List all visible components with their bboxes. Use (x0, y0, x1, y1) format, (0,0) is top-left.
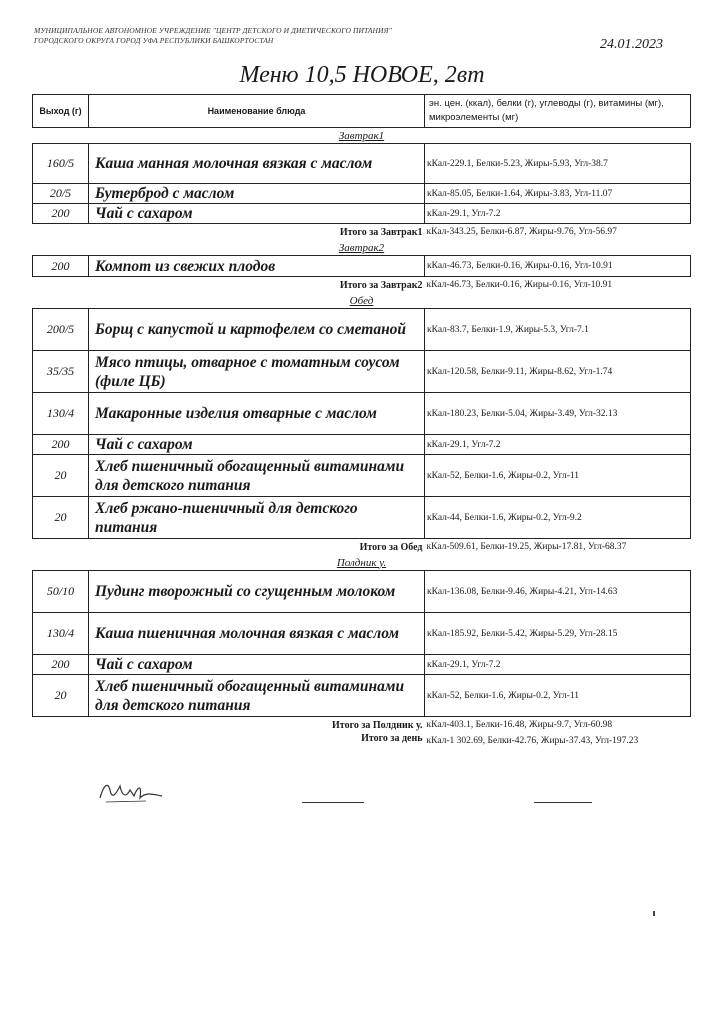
meal-total-value: кКал-403.1, Белки-16.48, Жиры-9.7, Угл-60.98 (426, 720, 613, 730)
menu-item-row (33, 204, 691, 224)
meal-name: Обед (349, 294, 374, 307)
item-output: 200 (33, 204, 89, 224)
item-output: 35/35 (33, 351, 89, 393)
item-dish-name: Макаронные изделия отварные с маслом (89, 393, 425, 435)
meal-total-label: Итого за Полдник у. (332, 719, 423, 731)
scan-mark (653, 911, 655, 916)
menu-item-row (33, 351, 691, 393)
meal-header-row (33, 293, 691, 309)
item-dish-name: Чай с сахаром (89, 435, 425, 455)
meal-total-label: Итого за Обед (359, 541, 423, 553)
meal-total-value: кКал-509.61, Белки-19.25, Жиры-17.81, Угл-68.37 (426, 542, 627, 552)
item-output: 20 (33, 455, 89, 497)
meal-name: Завтрак2 (338, 241, 385, 254)
menu-table (32, 94, 691, 749)
menu-item-row (33, 256, 691, 277)
item-nutrition: кКал-185.92, Белки-5.42, Жиры-5.29, Угл-28.15 (425, 613, 691, 655)
signature (96, 776, 166, 808)
item-nutrition: кКал-29.1, Угл-7.2 (425, 435, 691, 455)
menu-item-row (33, 613, 691, 655)
meal-name: Полдник у. (336, 556, 387, 569)
item-nutrition: кКал-85.05, Белки-1.64, Жиры-3.83, Угл-11.07 (425, 184, 691, 204)
item-output: 200 (33, 256, 89, 277)
meal-total-label: Итого за Завтрак1 (339, 226, 423, 238)
item-nutrition: кКал-46.73, Белки-0.16, Жиры-0.16, Угл-10.91 (425, 256, 691, 277)
meal-total-value: кКал-343.25, Белки-6.87, Жиры-9.76, Угл-56.97 (426, 227, 617, 237)
item-nutrition: кКал-229.1, Белки-5.23, Жиры-5.93, Угл-38.7 (425, 144, 691, 184)
menu-body (33, 128, 691, 750)
item-output: 20 (33, 497, 89, 539)
item-output: 200/5 (33, 309, 89, 351)
day-total-label: Итого за день (361, 733, 423, 744)
item-nutrition: кКал-29.1, Угл-7.2 (425, 204, 691, 224)
item-nutrition: кКал-136.08, Белки-9.46, Жиры-4.21, Угл-14.63 (425, 571, 691, 613)
menu-item-row (33, 184, 691, 204)
meal-header-row (33, 555, 691, 571)
item-nutrition: кКал-52, Белки-1.6, Жиры-0.2, Угл-11 (425, 455, 691, 497)
item-dish-name: Чай с сахаром (89, 655, 425, 675)
item-dish-name: Чай с сахаром (89, 204, 425, 224)
meal-total-label: Итого за Завтрак2 (339, 279, 423, 291)
item-nutrition: кКал-52, Белки-1.6, Жиры-0.2, Угл-11 (425, 675, 691, 717)
menu-item-row (33, 144, 691, 184)
item-nutrition: кКал-120.58, Белки-9.11, Жиры-8.62, Угл-1.74 (425, 351, 691, 393)
organization-name: МУНИЦИПАЛЬНОЕ АВТОНОМНОЕ УЧРЕЖДЕНИЕ "ЦЕНТР ДЕТСКОГО И ДИЕТИЧЕСКОГО ПИТАНИЯ" ГОРОДСКОГО ОКРУГА ГОРОД УФА РЕСПУБЛИКИ БАШКОРТОСТАН (34, 26, 392, 45)
menu-item-row (33, 571, 691, 613)
menu-item-row (33, 309, 691, 351)
item-output: 130/4 (33, 613, 89, 655)
item-nutrition: кКал-29.1, Угл-7.2 (425, 655, 691, 675)
menu-item-row (33, 455, 691, 497)
meal-total-row (33, 277, 691, 294)
item-dish-name: Каша пшеничная молочная вязкая с маслом (89, 613, 425, 655)
item-output: 200 (33, 655, 89, 675)
day-total-value: кКал-1 302.69, Белки-42.76, Жиры-37.43, Угл-197.23 (426, 736, 639, 746)
column-header-output: Выход (г) (33, 95, 89, 128)
column-header-nutrition: эн. цен. (ккал), белки (г), углеводы (г), витамины (мг), микроэлементы (мг) (425, 95, 691, 128)
item-output: 50/10 (33, 571, 89, 613)
meal-total-value: кКал-46.73, Белки-0.16, Жиры-0.16, Угл-10.91 (426, 280, 613, 290)
item-output: 200 (33, 435, 89, 455)
item-nutrition: кКал-44, Белки-1.6, Жиры-0.2, Угл-9.2 (425, 497, 691, 539)
signature-line (534, 802, 592, 803)
item-nutrition: кКал-83.7, Белки-1.9, Жиры-5.3, Угл-7.1 (425, 309, 691, 351)
item-output: 20/5 (33, 184, 89, 204)
signature-line (302, 802, 364, 803)
item-dish-name: Пудинг творожный со сгущенным молоком (89, 571, 425, 613)
item-dish-name: Хлеб ржано-пшеничный для детского питания (89, 497, 425, 539)
meal-total-row (33, 539, 691, 556)
item-output: 20 (33, 675, 89, 717)
menu-item-row (33, 393, 691, 435)
item-dish-name: Хлеб пшеничный обогащенный витаминами для детского питания (89, 455, 425, 497)
document-date: 24.01.2023 (600, 37, 663, 52)
item-output: 130/4 (33, 393, 89, 435)
item-dish-name: Мясо птицы, отварное с томатным соусом (филе ЦБ) (89, 351, 425, 393)
item-output: 160/5 (33, 144, 89, 184)
column-header-dish: Наименование блюда (89, 95, 425, 128)
item-nutrition: кКал-180.23, Белки-5.04, Жиры-3.49, Угл-32.13 (425, 393, 691, 435)
item-dish-name: Борщ с капустой и картофелем со сметаной (89, 309, 425, 351)
meal-header-row (33, 240, 691, 256)
item-dish-name: Компот из свежих плодов (89, 256, 425, 277)
meal-total-row (33, 717, 691, 734)
meal-total-row (33, 224, 691, 241)
item-dish-name: Каша манная молочная вязкая с маслом (89, 144, 425, 184)
menu-item-row (33, 435, 691, 455)
item-dish-name: Хлеб пшеничный обогащенный витаминами для детского питания (89, 675, 425, 717)
page-title: Меню 10,5 НОВОЕ, 2вт (239, 62, 485, 88)
menu-item-row (33, 655, 691, 675)
table-header-row (33, 95, 691, 128)
meal-header-row (33, 128, 691, 144)
meal-name: Завтрак1 (338, 129, 385, 142)
day-total-row (33, 733, 691, 749)
menu-item-row (33, 675, 691, 717)
item-dish-name: Бутерброд с маслом (89, 184, 425, 204)
menu-item-row (33, 497, 691, 539)
